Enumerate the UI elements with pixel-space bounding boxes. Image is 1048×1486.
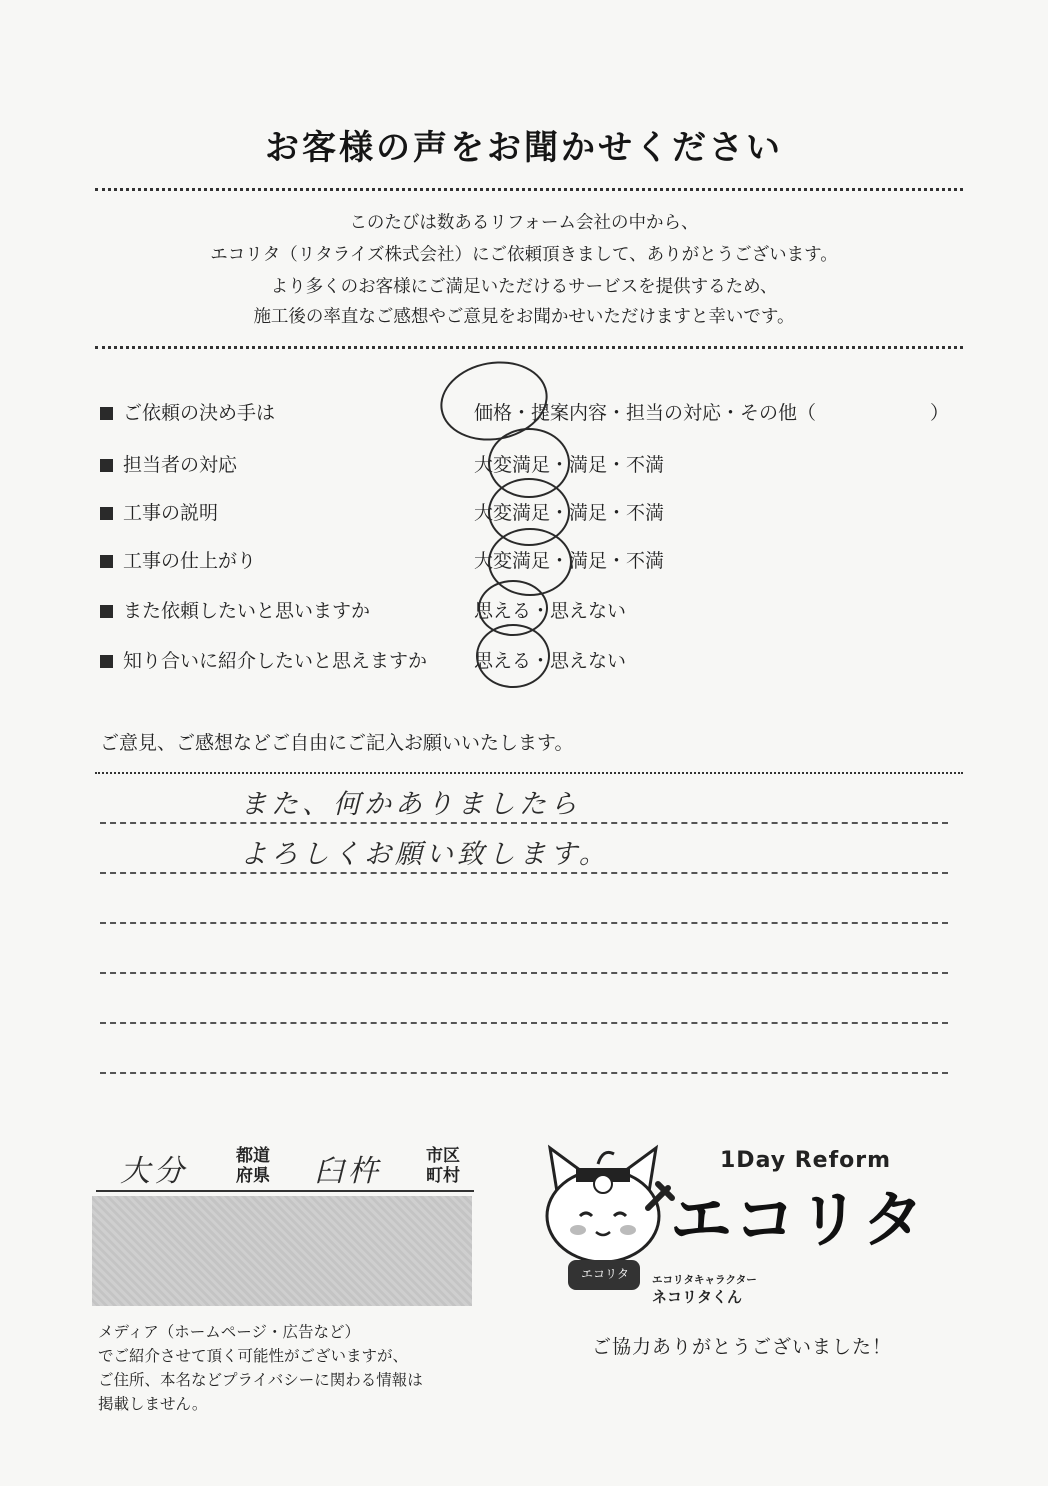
character-caption: エコリタキャラクター <box>652 1274 757 1286</box>
bullet-square-icon <box>100 407 113 420</box>
mascot-badge: エコリタ <box>576 1264 634 1284</box>
character-name: ネコリタくん <box>652 1288 743 1306</box>
question-request-again: また依頼したいと思いますか <box>100 596 370 623</box>
thanks-message: ご協力ありがとうございました！ <box>592 1336 893 1358</box>
bullet-square-icon <box>100 555 113 568</box>
intro-line-1: このたびは数あるリフォーム会社の中から、 <box>349 213 699 233</box>
address-underline <box>96 1190 474 1192</box>
writing-line <box>100 822 948 824</box>
privacy-note: メディア（ホームページ・広告など） でご紹介させて頂く可能性がございますが、 ご住所、本名などプライバシーに関わる情報は 掲載しません。 <box>98 1323 423 1413</box>
question-deciding-factor: ご依頼の決め手は <box>100 398 275 425</box>
comment-divider <box>95 772 963 774</box>
writing-line <box>100 972 948 974</box>
question-staff-response: 担当者の対応 <box>100 450 237 477</box>
prefecture-label: 都道 府県 <box>236 1146 270 1186</box>
page-title: お客様の声をお聞かせください <box>265 128 783 168</box>
writing-line <box>100 872 948 874</box>
question-recommend: 知り合いに紹介したいと思えますか <box>100 646 427 673</box>
divider-top <box>95 188 963 191</box>
answer-work-finish[interactable]: 大変満足・満足・不満 <box>474 550 665 572</box>
bullet-square-icon <box>100 655 113 668</box>
bullet-square-icon <box>100 507 113 520</box>
writing-line <box>100 1022 948 1024</box>
brand-logo: エコリタ <box>670 1183 927 1256</box>
comment-line-2[interactable]: よろしくお願い致します。 <box>240 839 610 870</box>
answer-deciding-factor[interactable]: 価格・提案内容・担当の対応・その他（ ） <box>474 402 950 424</box>
divider-middle <box>95 346 963 349</box>
redacted-area <box>92 1196 472 1306</box>
answer-staff-response[interactable]: 大変満足・満足・不満 <box>474 454 665 476</box>
prefecture-handwritten[interactable]: 大分 <box>120 1154 188 1189</box>
intro-line-4: 施工後の率直なご感想やご意見をお聞かせいただけますと幸いです。 <box>253 307 795 327</box>
answer-work-explanation[interactable]: 大変満足・満足・不満 <box>474 502 665 524</box>
city-handwritten[interactable]: 臼杵 <box>314 1154 382 1189</box>
intro-line-2: エコリタ（リタライズ株式会社）にご依頼頂きまして、ありがとうございます。 <box>210 245 838 265</box>
writing-line <box>100 1072 948 1074</box>
city-label: 市区 町村 <box>426 1146 460 1186</box>
bullet-square-icon <box>100 605 113 618</box>
bullet-square-icon <box>100 459 113 472</box>
question-work-finish: 工事の仕上がり <box>100 546 256 573</box>
answer-recommend[interactable]: 思える・思えない <box>474 650 627 672</box>
comment-prompt: ご意見、ご感想などご自由にご記入お願いいたします。 <box>100 732 574 754</box>
writing-line <box>100 922 948 924</box>
answer-request-again[interactable]: 思える・思えない <box>474 600 627 622</box>
intro-line-3: より多くのお客様にご満足いただけるサービスを提供するため、 <box>270 277 778 297</box>
question-work-explanation: 工事の説明 <box>100 498 218 525</box>
comment-line-1[interactable]: また、何かありましたら <box>240 789 581 820</box>
brand-tagline: 1Day Reform <box>720 1148 892 1173</box>
